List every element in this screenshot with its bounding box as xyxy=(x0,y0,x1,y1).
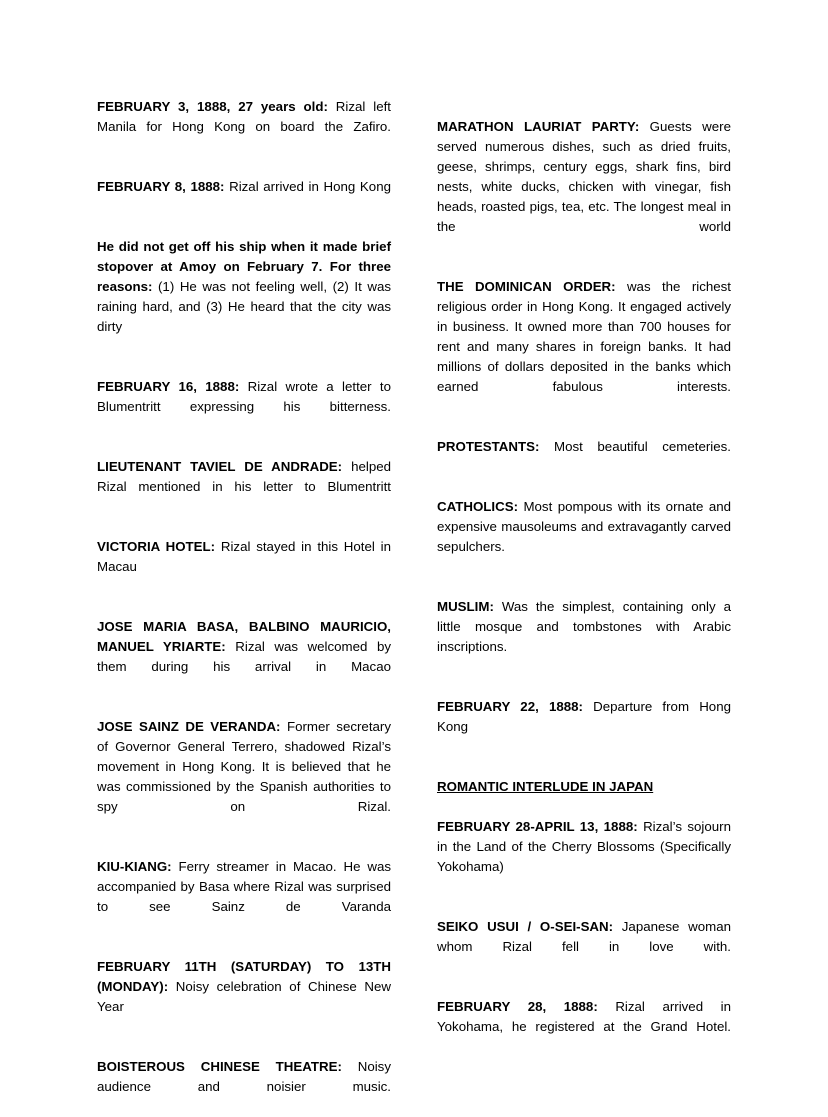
paragraph xyxy=(437,817,731,897)
paragraph xyxy=(97,717,391,837)
paragraph-lead: LIEUTENANT TAVIEL DE ANDRADE: xyxy=(97,459,343,474)
paragraph xyxy=(437,497,731,577)
paragraph-lead: SEIKO USUI / O-SEI-SAN: xyxy=(437,919,614,934)
paragraph-lead: FEBRUARY 28, 1888: xyxy=(437,999,598,1014)
paragraph-body: was the richest religious order in Hong Kong. It engaged actively in business. It owned more than 700 houses for rent and many shares in foreign banks. It had millions of dollars deposited in the banks which earned fabulous interests. xyxy=(437,279,731,394)
paragraph-body: Most pompous with its ornate and expensive mausoleums and extravagantly carved sepulchers. xyxy=(437,499,731,554)
section-heading: ROMANTIC INTERLUDE IN JAPAN xyxy=(437,779,654,794)
paragraph xyxy=(97,617,391,697)
two-column-layout xyxy=(97,97,731,1117)
paragraph xyxy=(437,597,731,677)
paragraph-body: Rizal’s sojourn in the Land of the Cherry Blossoms (Specifically Yokohama) xyxy=(437,819,731,874)
paragraph xyxy=(437,697,731,757)
paragraph-body: Rizal stayed in this Hotel in Macau xyxy=(97,539,391,574)
paragraph-body: Rizal arrived in Yokohama, he registered at the Grand Hotel. xyxy=(437,999,731,1034)
paragraph xyxy=(437,277,731,417)
paragraph xyxy=(97,857,391,937)
paragraph xyxy=(97,97,391,157)
paragraph-body: Ferry streamer in Macao. He was accompanied by Basa where Rizal was surprised to see Sainz de Varanda xyxy=(97,859,391,914)
paragraph-lead: FEBRUARY 3, 1888, 27 years old: xyxy=(97,99,328,114)
paragraph-body: Rizal wrote a letter to Blumentritt expressing his bitterness. xyxy=(97,379,391,414)
left-column xyxy=(97,97,391,1117)
paragraph xyxy=(97,177,391,217)
paragraph-lead: CATHOLICS: xyxy=(437,499,519,514)
paragraph xyxy=(437,997,731,1057)
paragraph-body: helped Rizal mentioned in his letter to Blumentritt xyxy=(97,459,391,494)
paragraph xyxy=(97,457,391,517)
paragraph xyxy=(97,237,391,357)
paragraph-lead: FEBRUARY 8, 1888: xyxy=(97,179,225,194)
paragraph-body: Noisy audience and noisier music. xyxy=(97,1059,391,1094)
paragraph-body: Departure from Hong Kong xyxy=(437,699,731,734)
paragraph-lead: PROTESTANTS: xyxy=(437,439,540,454)
paragraph xyxy=(97,957,391,1037)
paragraph xyxy=(437,917,731,977)
paragraph-body: Rizal was welcomed by them during his arrival in Macao xyxy=(97,639,391,674)
paragraph-lead: FEBRUARY 28-APRIL 13, 1888: xyxy=(437,819,638,834)
paragraph-lead: He did not get off his ship when it made brief stopover at Amoy on February 7. For three reasons: xyxy=(97,239,391,294)
paragraph xyxy=(97,537,391,597)
paragraph-lead: JOSE SAINZ DE VERANDA: xyxy=(97,719,281,734)
paragraph xyxy=(437,117,731,257)
paragraph-body: Guests were served numerous dishes, such as dried fruits, geese, shrimps, century eggs, shark fins, bird nests, white ducks, chicken with vinegar, fish heads, roasted pigs, tea, etc. The longest meal in the world xyxy=(437,119,731,234)
paragraph-body: Former secretary of Governor General Terrero, shadowed Rizal’s movement in Hong Kong. It is believed that he was commissioned by the Spanish authorities to spy on Rizal. xyxy=(97,719,391,814)
paragraph-lead: BOISTEROUS CHINESE THEATRE: xyxy=(97,1059,342,1074)
paragraph-lead: FEBRUARY 16, 1888: xyxy=(97,379,240,394)
paragraph-lead: JOSE MARIA BASA, BALBINO MAURICIO, MANUEL YRIARTE: xyxy=(97,619,391,654)
paragraph xyxy=(437,437,731,477)
paragraph-lead: VICTORIA HOTEL: xyxy=(97,539,216,554)
paragraph-body: Most beautiful cemeteries. xyxy=(539,439,731,454)
paragraph xyxy=(97,377,391,437)
paragraph-body: Noisy celebration of Chinese New Year xyxy=(97,979,391,1014)
paragraph-body: Was the simplest, containing only a little mosque and tombstones with Arabic inscriptions. xyxy=(437,599,731,654)
right-column xyxy=(437,97,731,1057)
paragraph-lead: MARATHON LAURIAT PARTY: xyxy=(437,119,640,134)
paragraph xyxy=(97,1057,391,1117)
paragraph-body: (1) He was not feeling well, (2) It was raining hard, and (3) He heard that the city was dirty xyxy=(97,279,391,334)
paragraph-body: Rizal arrived in Hong Kong xyxy=(224,179,391,194)
paragraph-lead: FEBRUARY 22, 1888: xyxy=(437,699,583,714)
paragraph-lead: FEBRUARY 11TH (SATURDAY) TO 13TH (MONDAY): xyxy=(97,959,391,994)
paragraph-lead: MUSLIM: xyxy=(437,599,494,614)
paragraph-body: Rizal left Manila for Hong Kong on board the Zafiro. xyxy=(97,99,391,134)
paragraph-lead: KIU-KIANG: xyxy=(97,859,172,874)
paragraph-body: Japanese woman whom Rizal fell in love with. xyxy=(437,919,732,954)
paragraph-lead: THE DOMINICAN ORDER: xyxy=(437,279,616,294)
